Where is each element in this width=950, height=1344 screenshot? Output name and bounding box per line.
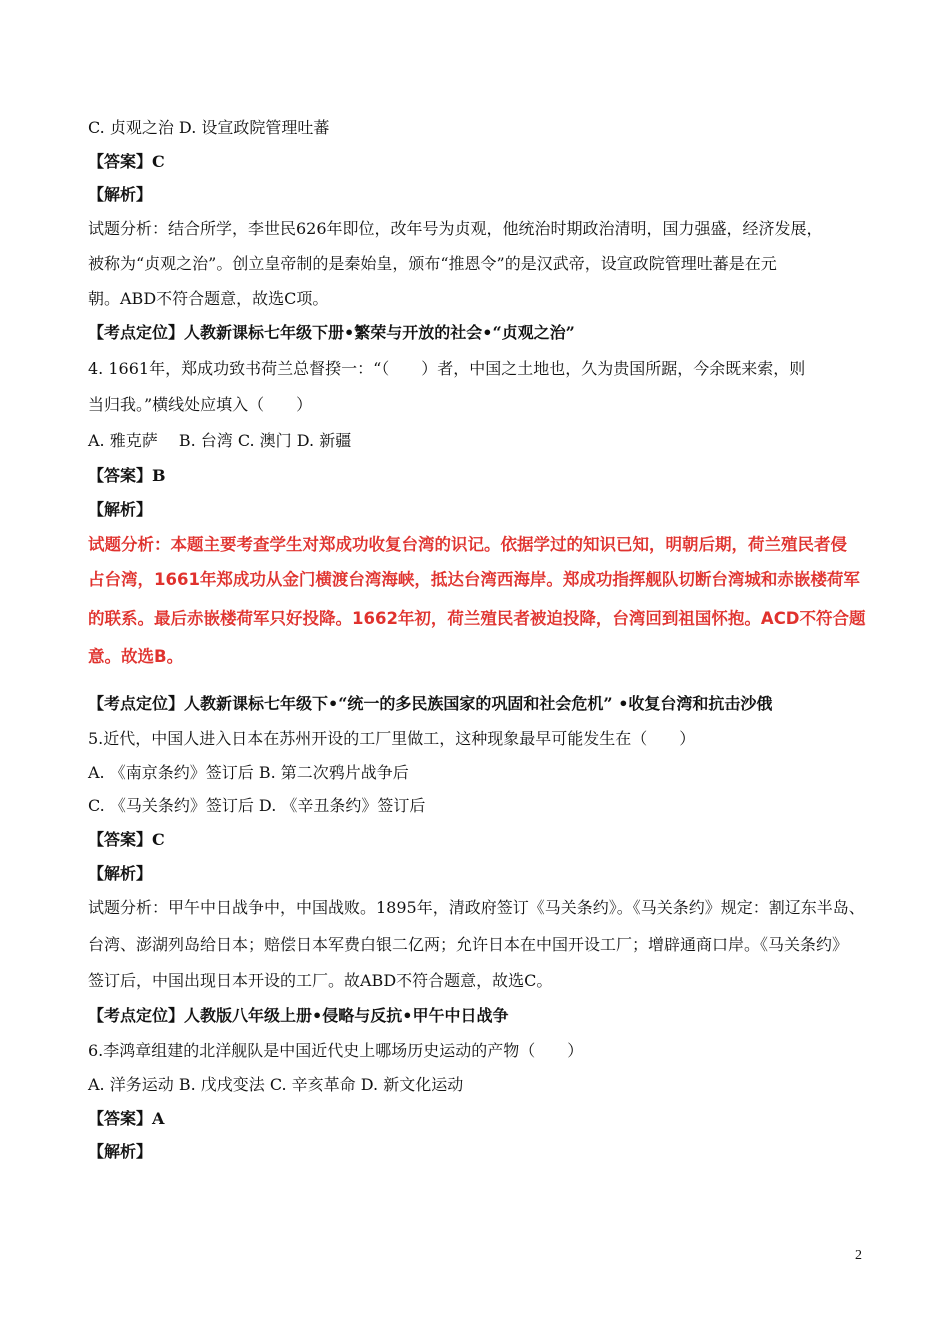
analysis-text-highlight: 意。故选B。 — [88, 647, 184, 666]
answer-label: 【答案】A — [88, 1109, 165, 1128]
analysis-label: 【解析】 — [88, 864, 153, 883]
option-line: A. 《南京条约》签订后 B. 第二次鸦片战争后 — [88, 763, 409, 782]
answer-label: 【答案】B — [88, 466, 166, 485]
option-line: C. 贞观之治 D. 设宣政院管理吐蕃 — [88, 118, 330, 137]
analysis-text: 朝。ABD不符合题意，故选C项。 — [88, 289, 329, 308]
analysis-text: 试题分析：甲午中日战争中，中国战败。1895年，清政府签订《马关条约》。《马关条约》规定：割辽东半岛、 — [88, 898, 865, 917]
analysis-label: 【解析】 — [88, 500, 153, 519]
knowledge-point: 【考点定位】人教新课标七年级下册•繁荣与开放的社会•“贞观之治” — [88, 323, 575, 342]
analysis-text-highlight: 试题分析：本题主要考查学生对郑成功收复台湾的识记。依据学过的知识已知，明朝后期，荷兰殖民者侵 — [88, 535, 847, 554]
question-text: 当归我。”横线处应填入（ ） — [88, 395, 313, 414]
analysis-text: 台湾、澎湖列岛给日本；赔偿日本军费白银二亿两；允许日本在中国开设工厂；增辟通商口岸。《马关条约》 — [88, 935, 849, 954]
analysis-label: 【解析】 — [88, 185, 153, 204]
answer-label: 【答案】C — [88, 830, 165, 849]
page-number: 2 — [855, 1248, 862, 1263]
analysis-text-highlight: 占台湾，1661年郑成功从金门横渡台湾海峡，抵达台湾西海岸。郑成功指挥舰队切断台湾城和赤嵌楼荷军 — [88, 570, 860, 589]
option-line: A. 洋务运动 B. 戊戌变法 C. 辛亥革命 D. 新文化运动 — [88, 1075, 464, 1094]
analysis-text-highlight: 的联系。最后赤嵌楼荷军只好投降。1662年初，荷兰殖民者被迫投降，台湾回到祖国怀抱。ACD不符合题 — [88, 609, 866, 628]
option-line: C. 《马关条约》签订后 D. 《辛丑条约》签订后 — [88, 796, 426, 815]
question-text: 5.近代，中国人进入日本在苏州开设的工厂里做工，这种现象最早可能发生在（ ） — [88, 729, 696, 748]
knowledge-point: 【考点定位】人教新课标七年级下•“统一的多民族国家的巩固和社会危机” •收复台湾和抗击沙俄 — [88, 694, 773, 713]
knowledge-point: 【考点定位】人教版八年级上册•侵略与反抗•甲午中日战争 — [88, 1006, 509, 1025]
option-line: A. 雅克萨 B. 台湾 C. 澳门 D. 新疆 — [88, 431, 352, 450]
analysis-text: 签订后，中国出现日本开设的工厂。故ABD不符合题意，故选C。 — [88, 971, 553, 990]
question-text: 4. 1661年，郑成功致书荷兰总督揆一：“（ ）者，中国之土地也，久为贵国所踞，今余既来索，则 — [88, 359, 806, 378]
analysis-text: 被称为“贞观之治”。创立皇帝制的是秦始皇，颁布“推恩令”的是汉武帝，设宣政院管理吐蕃是在元 — [88, 254, 777, 273]
question-text: 6.李鸿章组建的北洋舰队是中国近代史上哪场历史运动的产物（ ） — [88, 1041, 584, 1060]
answer-label: 【答案】C — [88, 152, 165, 171]
analysis-label: 【解析】 — [88, 1142, 153, 1161]
analysis-text: 试题分析：结合所学，李世民626年即位，改年号为贞观，他统治时期政治清明，国力强盛，经济发展， — [88, 219, 823, 238]
